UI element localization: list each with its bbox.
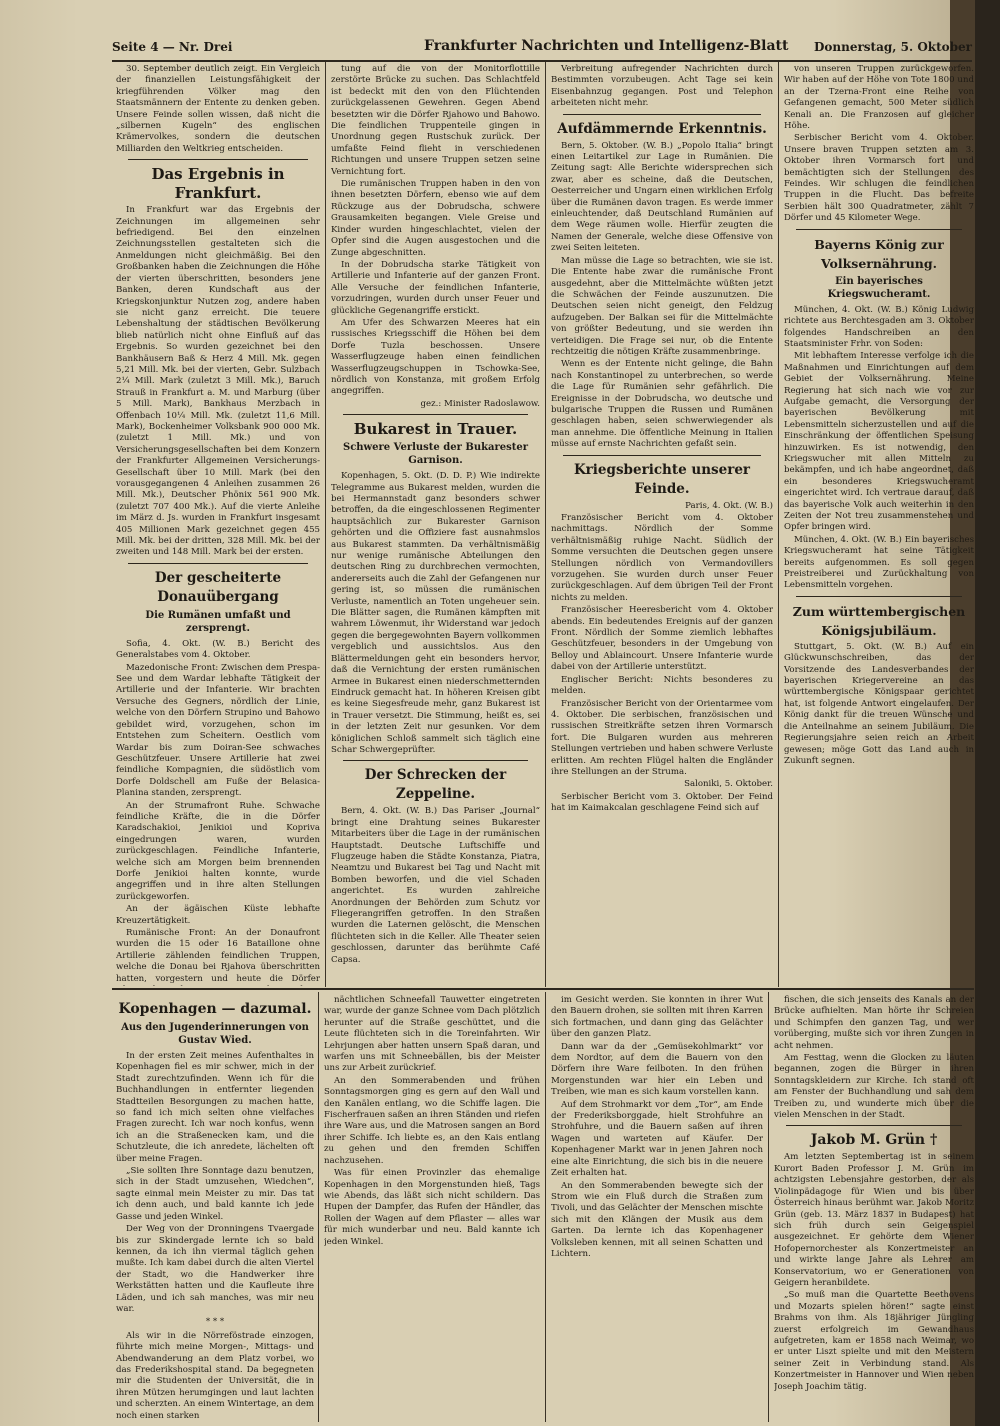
headline: Kriegsberichte unserer Feinde. [573,461,751,497]
headline: Zum württembergischen Königsjubiläum. [792,603,966,638]
masthead [112,38,972,62]
article-text: Kopenhagen, 5. Okt. (D. D. P.) Wie indirekte Telegramme aus Bukarest melden, wurden die bei Hermannstadt ganz besonders schwer betroffen, da die eingeschlossenen Regimenter hauptsächlich zur Bukarester Garnison gehörten und die Offiziere fast ausnahmslos aus Bukarest stammten. Da verhältnismäßig nur wenige rumänische Abteilungen den deutschen Ring zu durchbrechen vermochten, andererseits auch die Zahl der Gefangenen nur gering ist, so müssen die rumänischen Verluste, namentlich an Toten ungeheuer sein. Die Blätter sagen, die Rumänen kämpften mit wahrem Löwenmut, ihr Widerstand war jedoch gegen die bergegewohnten Bayern vollkommen vergeblich und aussichtslos. Aus den Blättermeldungen geht ein besonders hervor, daß die Vernichtung der ersten rumänischen Armee in Bukarest einen niederschmetternden Eindruck gemacht hat. In höheren Kreisen gibt es keine Siegesfreude mehr, ganz Bukarest ist in Trauer versetzt. Die Stimmung, heißt es, sei in der letzten Zeit nur gesunken. Vor dem königlichen Schloß sammelt sich täglich eine Schar Schwergeprüfter. [331,471,540,755]
article-text: In Frankfurt war das Ergebnis der Zeichnungen im allgemeinen sehr befriedigend. Bei den einzelnen Zeichnungsstellen gestalteten sich die Anmeldungen nicht gleichmäßig. Bei den Großbanken haben die Zeichnungen die Höhe der vierten überschritten, besonders jene Banken, deren Kundschaft aus der Kriegskonjunktur Nutzen zog, andere haben sie nicht ganz erreicht. Die teuere Lebenshaltung der städtischen Bevölkerung blieb natürlich nicht ohne Einfluß auf das Ergebnis. So wurden gezeichnet bei den Bankhäusern Baß & Herz 4 Mill. Mk. gegen 5,21 Mill. Mk. bei der vierten, Gebr. Sulzbach 2¼ Mill. Mark (zuletzt 3 Mill. Mk.), Baruch Strauß in Frankfurt a. M. und Marburg (über 5 Mill. Mark), Bankhaus Merzbach in Offenbach 10¼ Mill. Mk. (zuletzt 11,6 Mill. Mark), Bockenheimer Volksbank 900 000 Mk. (zuletzt 1 Mill. Mk.) und von Versicherungsgesellschaften bei dem Konzern der Frankfurter Allgemeinen Versicherungs-Gesellschaft über 10 Mill. Mark (bei den vorausgegangenen 4 Anleihen zusammen 26 Mill. Mk.), Deutscher Phönix 561 900 Mk. (zuletzt 707 400 Mk.). Auf die vierte Anleihe im März d. Js. wurden in Frankfurt insgesamt 405 Millionen Mark gezeichnet gegen 455 Mill. Mk. bei der dritten, 328 Mill. Mk. bei der zweiten und 148 Mill. Mark bei der ersten. [116,205,320,558]
article-text: An der Strumafront Ruhe. Schwache feindliche Kräfte, die in die Dörfer Karadschakioi, Jenikioi und Kopriva eingedrungen waren, wurden zurückgeschlagen. Feindliche Infanterie, welche sich am Morgen beim brennenden Dorfe Jenikioi halten konnte, wurde angegriffen und in ihre alten Stellungen zurückgeworfen. [116,800,320,902]
separator: * * * [205,1317,225,1328]
article-text: „Sie sollten Ihre Sonntage dazu benutzen, sich in der Stadt umzusehen, Wiedchen“, sagte einmal mein Meister zu mir. Das tat ich denn auch, und bald kannte ich jede Gasse und jeden Winkel. [116,1166,314,1222]
page-number: Seite 4 — Nr. Drei [112,40,233,54]
divider [786,1125,962,1126]
article-text: München, 4. Okt. (W. B.) König Ludwig richtete aus Berchtesgaden am 3. Oktober folgendes Handschreiben an den Staatsminister Frhr. von Soden: [784,304,974,349]
article-text: Rumänische Front: An der Donaufront wurden die 15 oder 16 Bataillone ohne Artillerie zählenden feindlichen Truppen, welche die Donau bei Rjahova überschritten hatten, vorgestern und heute die Dörfer [116,928,320,984]
article-text: In der ersten Zeit meines Aufenthaltes in Kopenhagen fiel es mir schwer, mich in der Stadt zurechtzufinden. Wenn ich für die Buchhandlungen in entfernter liegenden Stadtteilen Besorgungen zu machen hatte, so fand ich mich selten ohne vielfaches Fragen zurecht. Ich war noch konfus, wenn ich an die Straßenecken kam, und die Schutzleute, die ich anredete, lächelten oft über meine Fragen. [116,1051,314,1164]
column-3 [551,64,773,986]
article-text: tung auf die von der Monitorflottille zerstörte Brücke zu suchen. Das Schlachtfeld ist bedeckt mit den von den Flüchtenden zurückgelassenen Gewehren. Gegen Abend besetzten wir die Dörfer Rjahowo und Bahowo. Die feindlichen Truppenteile gingen in Unordnung gegen Rustschuk zurück. Der umfaßte Feind flieht in verschiedenen Richtungen und unsere Truppen setzen seine Vernichtung fort. [331,64,540,177]
subheadline: Ein bayerisches Kriegswucheramt. [827,275,931,300]
divider [563,455,761,456]
article-text: Am Ufer des Schwarzen Meeres hat ein russisches Kriegsschiff die Höhen bei dem Dorfe Tuzla beschossen. Unsere Wasserflugzeuge haben einen feindlichen Wasserflugzeugschuppen in Tschowka-See, nördlich von Konstanza, mit großem Erfolg angegriffen. [331,317,540,397]
article-text: Verbreitung aufregender Nachrichten durch Bestimmten vorzubeugen. Acht Tage sei kein Eisenbahnzug gegangen. Post und Telephon arbeiteten nicht mehr. [551,64,773,109]
divider [343,760,528,761]
divider [343,414,528,415]
divider [796,596,962,597]
column-rule [318,992,319,1422]
article-text: Am Festtag, wenn die Glocken zu läuten begannen, zogen die Bürger in ihren Sonntagskleidern zur Kirche. Ich stand oft am Fenster der Buchhandlung und sah dem Treiben zu, und wunderte mich über die vielen Menschen in der Stadt. [774,1053,974,1121]
article-text: Wenn es der Entente nicht gelinge, die Bahn nach Konstantinopel zu unterbrechen, so werde die Lage für Rumänien sehr gefährlich. Die Ereignisse in der Dobrudscha, wo deutsche und bulgarische Truppen die Russen und Rumänen geschlagen haben, seien schwerwiegender als man annehme. Die öffentliche Meinung in Italien müsse auf ernste Nachrichten gefaßt sein. [551,359,773,450]
headline: Der Schrecken der Zeppeline. [364,767,507,803]
column-2 [331,64,540,986]
headline: Das Ergebnis in Frankfurt. [151,165,285,203]
feuilleton-column-2 [324,995,540,1423]
column-rule [545,992,546,1422]
article-text: Serbischer Bericht vom 4. Oktober. Unsere braven Truppen setzten am 3. Oktober ihren Vormarsch fort und bemächtigten sich der Stellungen des Feindes. Wir schlugen die feindlichen Truppen in die Flucht. Das befreite Serbien hält 300 Quadratmeter, zählt 7 Dörfer und 45 Kilometer Wege. [784,133,974,224]
article-text: Die rumänischen Truppen haben in den von ihnen besetzten Dörfern, ebenso wie auf dem Rückzuge aus der Dobrudscha, schwere Grausamkeiten begangen. Viele Greise und Kinder wurden hingeschlachtet, vielen der Opfer sind die Augen ausgestochen und die Zunge abgeschnitten. [331,179,540,258]
article-text: Französischer Bericht vom 4. Oktober nachmittags. Nördlich der Somme verhältnismäßig ruhige Nacht. Südlich der Somme versuchten die Deutschen gegen unsere Stellungen nördlich von Vermandovillers vorzugehen. Sie wurden durch unser Feuer zurückgeschlagen. Auf dem übrigen Teil der Front nichts zu melden. [551,513,773,603]
subheadline: Die Rumänen umfaßt und zersprengt. [145,609,291,634]
column-rule [325,62,326,987]
dateline: Paris, 4. Okt. (W. B.) [685,500,773,511]
article-text: An der ägäischen Küste lebhafte Kreuzertätigkeit. [116,904,320,926]
divider [563,114,761,115]
article-text: An den Sommerabenden bewegte sich der Strom wie ein Fluß durch die Straßen zum Tivoli, und das Gelächter der Menschen mischte sich mit den Klängen der Musik aus dem Garten. Da lernte ich das Kopenhagener Volksleben kennen, mit all seinen Schatten und Lichtern. [551,1180,763,1259]
article-text: Mazedonische Front: Zwischen dem Prespa-See und dem Wardar lebhafte Tätigkeit der Artillerie und der Infanterie. Wir brachten Versuche des Gegners, nördlich der Linie, welche von den Dörfern Strupino und Bahowo gebildet wird, vorzugehen, schon im Entstehen zum Scheitern. Oestlich vom Wardar bis zum Doiran-See schwaches Geschützfeuer. Unsere Artillerie hat zwei feindliche Kompagnien, die südöstlich vom Dorfe Doldschell am Fuße der Belasica-Planina standen, zersprengt. [116,662,320,799]
article-text: Auf dem Strohmarkt vor dem „Tor“, am Ende der Frederiksborggade, hielt Strohfuhre an Strohfuhre, und die Bauern saßen auf ihren Wagen und warteten auf Käufer. Der Kopenhagener Markt war in jenen Jahren noch eine alte Einrichtung, die sich bis in die neuere Zeit erhalten hat. [551,1099,763,1179]
issue-date: Donnerstag, 5. Oktober [813,40,972,54]
column-1 [116,64,320,986]
divider [128,563,308,564]
article-text: Der Weg von der Dronningens Tvaergade bis zur Skindergade lernte ich so bald kennen, da ich ihn viermal täglich gehen mußte. Ich kam dabei durch die alten Viertel der Stadt, wo die Handwerker ihre Werkstätten hatten und die Kaufleute ihre Läden, und ich sah manches, was mir neu war. [116,1224,314,1314]
column-rule [768,992,769,1422]
article-text: von unseren Truppen zurückgeworfen. Wir haben auf der Höhe von Tote 1800 und an der Tzerna-Front eine Reihe von Gefangenen gemacht, 500 Meter südlich Kenali an. Die Franzosen auf gleicher Höhe. [784,64,974,132]
article-text: In der Dobrudscha starke Tätigkeit von Artillerie und Infanterie auf der ganzen Front. Alle Versuche der feindlichen Infanterie, vorzudringen, wurden durch unser Feuer und glückliche Gegenangriffe erstickt. [331,259,540,316]
article-text: Als wir in die Nörreföstrade einzogen, führte mich meine Morgen-, Mittags- und Abendwanderung an dem Platz vorbei, wo das Frederikshospital stand. Da begegneten mir die Studenten der Universität, die in ihren Mützen herumgingen und laut lachten und scherzten. An einem Wintertage, an dem noch einen starken [116,1330,314,1421]
subheadline: Schwere Verluste der Bukarester Garnison. [342,442,529,467]
column-rule [778,62,779,987]
article-text: Englischer Bericht: Nichts besonderes zu melden. [551,674,773,697]
headline: Bayerns König zur Volksernährung. [814,236,944,271]
article-text: An den Sommerabenden und frühen Sonntagsmorgen ging es gern auf den Wall und den Kanälen entlang, wo die Schiffe lagen. Die Fischerfrauen saßen an ihren Ständen und riefen ihre Ware aus, und die Matrosen sangen an Bord ihrer Schiffe. Ich liebte es, an den Kais entlang zu gehen und den fremden Schiffen nachzusehen. [324,1075,540,1166]
article-text: fischen, die sich jenseits des Kanals an der Brücke aufhielten. Man hörte ihr Schreien und Schimpfen den ganzen Tag, und wer vorüberging, mußte sich vor ihren Zungen in acht nehmen. [774,995,974,1051]
article-text: Französischer Heeresbericht vom 4. Oktober abends. Ein bedeutendes Ereignis auf der ganzen Front. Nördlich der Somme ziemlich lebhaftes Geschützfeuer, besonders in der Umgebung von Belloy und Ablaincourt. Unsere Infanterie wurde dabei von der Artillerie unterstützt. [551,605,773,673]
column-rule [545,62,546,987]
feuilleton-column-4 [774,995,974,1423]
divider [128,159,308,160]
article-text: nächtlichen Schneefall Tauwetter eingetreten war, wurde der ganze Schnee vom Dach plötzlich herunter auf die Straße geschüttet, und die Leute flüchteten sich in die Toreinfahrten. Wir Lehrjungen aber hatten unsern Spaß daran, und warfen uns mit Schneebällen, bis der Meister uns zur Arbeit zurückrief. [324,995,540,1074]
article-text: Stuttgart, 5. Okt. (W. B.) Auf ein Glückwunschschreiben, das der Vorsitzende des Landesverbandes der bayerischen Kriegervereine an das württembergische Königspaar gerichtet hat, ist folgende Antwort eingelaufen. Der König dankt für die treuen Wünsche und die Anteilnahme an seinem Jubiläum. Die Regierungsjahre seien reich an Arbeit gewesen; möge Gott das Land auch in Zukunft segnen. [784,641,974,766]
feuilleton-column-3 [551,995,763,1423]
article-text: Bern, 4. Okt. (W. B.) Das Pariser „Journal“ bringt eine Drahtung seines Bukarester Mitarbeiters über die Lage in der rumänischen Hauptstadt. Deutsche Luftschiffe und Flugzeuge haben die Städte Konstanza, Piatra, Neamtzu und Bukarest bei Tag und Nacht mit Bomben beworfen, und die viel Schaden angerichtet. Es wurden zahlreiche Anordnungen der Behörden zum Schutz vor Fliegerangriffen getroffen. In den Straßen wurden die Laternen gelöscht, die Menschen flüchteten sich in die Keller. Alle Theater seien geschlossen, darunter das berühmte Café Capsa. [331,806,540,965]
article-text: Dann war da der „Gemüsekohlmarkt“ vor dem Nordtor, auf dem die Bauern von den Dörfern ihre Ware feilboten. In den frühen Morgenstunden war hier ein Leben und Treiben, wie man es sich kaum vorstellen kann. [551,1041,763,1098]
article-text: Bern, 5. Oktober. (W. B.) „Popolo Italia“ bringt einen Leitartikel zur Lage in Rumänien. Die Zeitung sagt: Alle Berichte widersprechen sich zwar, aber es scheine, daß die Deutschen, Oesterreicher und Ungarn einen wirklichen Erfolg über die Rumänen davon tragen. Es werde immer einleuchtender, daß Deutschland Rumänien auf dem Wege räumen wolle. Hierfür zeugten die Namen der Generale, welche diese Offensive von zwei Seiten leiteten. [551,140,773,254]
signature: gez.: Minister Radoslawow. [420,398,540,409]
column-4 [784,64,974,986]
article-text: Man müsse die Lage so betrachten, wie sie ist. Die Entente habe zwar die rumänische Front ausgedehnt, aber die Mittelmächte wüßten jetzt die Schwächen der Feinde auszunutzen. Die Deutschen seien nicht geneigt, den Feldzug aufzugeben. Der Balkan sei für die Mittelmächte von größter Bedeutung, und sie werden ihn verteidigen. Die Frage sei nur, ob die Entente rechtzeitig die nötigen Kräfte zusammenbringe. [551,255,773,357]
article-text: Serbischer Bericht vom 3. Oktober. Der Feind hat im Kaimakcalan geschlagene Feind sich auf [551,791,773,814]
feuilleton-column-1 [116,995,314,1423]
headline: Aufdämmernde Erkenntnis. [557,120,767,137]
headline: Bukarest in Trauer. [353,420,518,439]
obituary-title: Jakob M. Grün † [810,1132,938,1149]
article-text: 30. September deutlich zeigt. Ein Vergleich der finanziellen Leistungsfähigkeit der kriegführenden Völker mag den Staatsmännern der Entente zu denken geben. Unsere Feinde sollen wissen, daß nicht die „silbernen Kugeln“ des englischen Krämervolkes, sondern die deutschen Milliarden den Weltkrieg entscheiden. [116,64,320,154]
newspaper-title: Frankfurter Nachrichten und Intelligenz-Blatt [424,38,789,54]
article-text: „So muß man die Quartette Beethovens und Mozarts spielen hören!“ sagte einst Brahms von ihm. Als 18jähriger Jüngling zuerst erfolgreich im Gewandhaus aufgetreten, kam er 1858 nach Weimar, wo er unter Liszt spielte und mit den Meistern seiner Zeit in Verbindung stand. Als Konzertmeister in Hannover und Wien neben Joseph Joachim tätig. [774,1290,974,1392]
article-text: Mit lebhaftem Interesse verfolge ich die Maßnahmen und Einrichtungen auf dem Gebiet der Volksernährung. Meine Regierung hat sich nach wie vor zur Aufgabe gemacht, die Versorgung der bayerischen Bevölkerung mit Lebensmitteln sicherzustellen und auf die Einschränkung der öffentlichen Speisung hinzuwirken. Es ist notwendig, den Kriegswucher mit allen Mitteln zu bekämpfen, und ich habe angeordnet, daß ein besonderes Kriegswucheramt eingerichtet wird. Ich vertraue darauf, daß das bayerische Volk auch weiterhin in den Zeiten der Not treu zusammenstehen und Opfer bringen wird. [784,351,974,533]
article-text: Was für einen Provinzler das ehemalige Kopenhagen in den Morgenstunden hieß, Tags wie Abends, das läßt sich nicht schildern. Das Hupen der Dampfer, das Rufen der Händler, das Rollen der Wagen auf dem Pflaster — alles war für mich wunderbar und neu. Bald kannte ich jeden Winkel. [324,1168,540,1247]
feuilleton-rule [112,988,974,990]
article-text: Französischer Bericht von der Orientarmee vom 4. Oktober. Die serbischen, französischen und russischen Streitkräfte setzen ihren Vormarsch fort. Die Bulgaren wurden aus mehreren Stellungen vertrieben und haben schwere Verluste erlitten. Am rechten Flügel halten die Engländer ihre Stellungen an der Struma. [551,698,773,777]
article-text: im Gesicht werden. Sie konnten in ihrer Wut den Bauern drohen, sie sollten mit ihren Karren sich fortmachen, und dann ging das Gelächter über den ganzen Platz. [551,995,763,1040]
feuilleton-subtitle: Aus den Jugenderinnerungen von Gustav Wied. [121,1022,309,1046]
dateline: Saloniki, 5. Oktober. [684,779,773,790]
divider [796,229,962,230]
feuilleton-title: Kopenhagen — dazumal. [118,1001,312,1017]
headline: Der gescheiterte Donauübergang [154,569,282,605]
article-text: Sofia, 4. Okt. (W. B.) Bericht des Generalstabes vom 4. Oktober. [116,638,320,661]
article-text: Am letzten Septembertag ist in seinem Kurort Baden Professor J. M. Grün im achtzigsten Lebensjahre gestorben, der als Violinpädagoge für Wien und bis über Österreich hinaus berühmt war. Jakob Moritz Grün (geb. 13. März 1837 in Budapest) hat sich früh durch sein Geigenspiel ausgezeichnet. Er gehörte dem Wiener Hofopernorchester als Konzertmeister an und wirkte lange Jahre als Lehrer am Konservatorium, wo er Generationen von Geigern heranbildete. [774,1152,974,1288]
article-text: München, 4. Okt. (W. B.) Ein bayerisches Kriegswucheramt hat seine Tätigkeit bereits aufgenommen. Es soll gegen Preistreiberei und Zurückhaltung von Lebensmitteln vorgehen. [784,534,974,591]
